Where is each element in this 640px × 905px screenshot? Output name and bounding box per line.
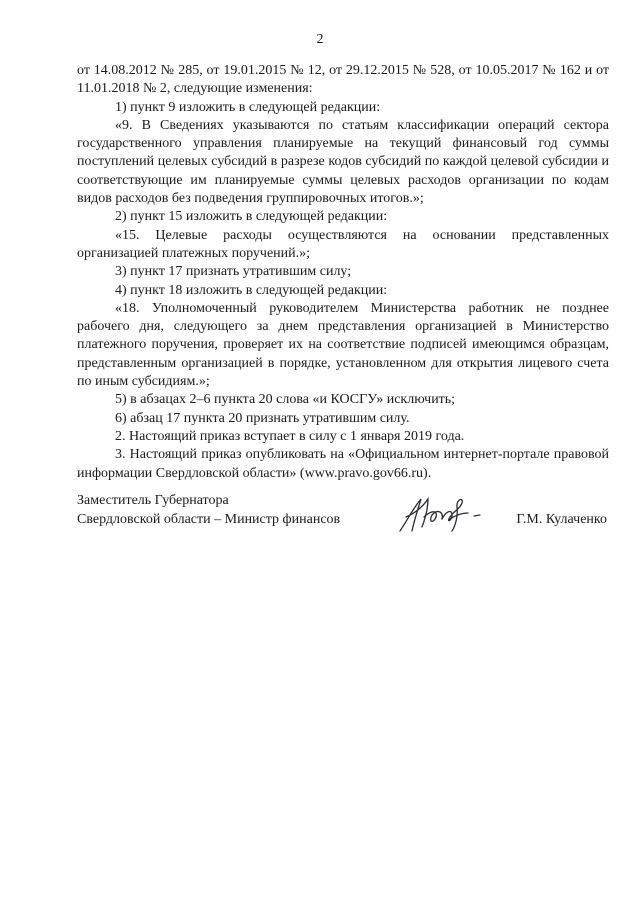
signer-title-line2: Свердловской области – Министр финансов: [77, 512, 341, 527]
item-3: 3) пункт 17 признать утратившим силу;: [115, 264, 352, 280]
item-1: 1) пункт 9 изложить в следующей редакции:: [115, 99, 381, 115]
point-18-text: «18. Уполномоченный руководителем Министерства работник не позднее рабочего дня, следующего за днем представления организацией в Министерство платежного поручения, проверяет их на соответствие подписей имеющимся образцам, представленным организацией в порядке, установленном для открытия лицевого счета по иным субсидиям.»;: [77, 300, 609, 390]
signer-name: Г.М. Кулаченко: [516, 512, 607, 527]
signer-title-line1: Заместитель Губернатора: [77, 493, 229, 508]
item-5: 5) в абзацах 2–6 пункта 20 слова «и КОСГУ» исключить;: [115, 392, 456, 408]
intro-paragraph: от 14.08.2012 № 285, от 19.01.2015 № 12, от 29.12.2015 № 528, от 10.05.2017 № 162 и от 11.01.2018 № 2, следующие изменения:: [77, 63, 609, 97]
point-9-text: «9. В Сведениях указываются по статьям классификации операций сектора государственного управления планируемые на текущий финансовый год суммы поступлений целевых субсидий в разрезе кодов субсидий по каждой целевой субсидии и соответствующие им планируемые суммы целевых расходов организации по кодам видов расходов без подведения группировочных итогов.»;: [77, 117, 609, 207]
clause-2: 2. Настоящий приказ вступает в силу с 1 января 2019 года.: [115, 428, 465, 444]
document-body: [77, 62, 609, 483]
page-number: 2: [316, 32, 324, 47]
point-15-text: «15. Целевые расходы осуществляются на основании представленных организацией платежных поручений.»;: [77, 227, 609, 261]
item-2: 2) пункт 15 изложить в следующей редакции:: [115, 209, 388, 225]
signature-block: [77, 492, 609, 542]
handwritten-signature: [394, 493, 494, 535]
item-6: 6) абзац 17 пункта 20 признать утратившим силу.: [115, 410, 410, 426]
item-4: 4) пункт 18 изложить в следующей редакции:: [115, 282, 388, 298]
clause-3: 3. Настоящий приказ опубликовать на «Официальном интернет-портале правовой информации Свердловской области» (www.pravo.gov66.ru).: [77, 447, 609, 481]
